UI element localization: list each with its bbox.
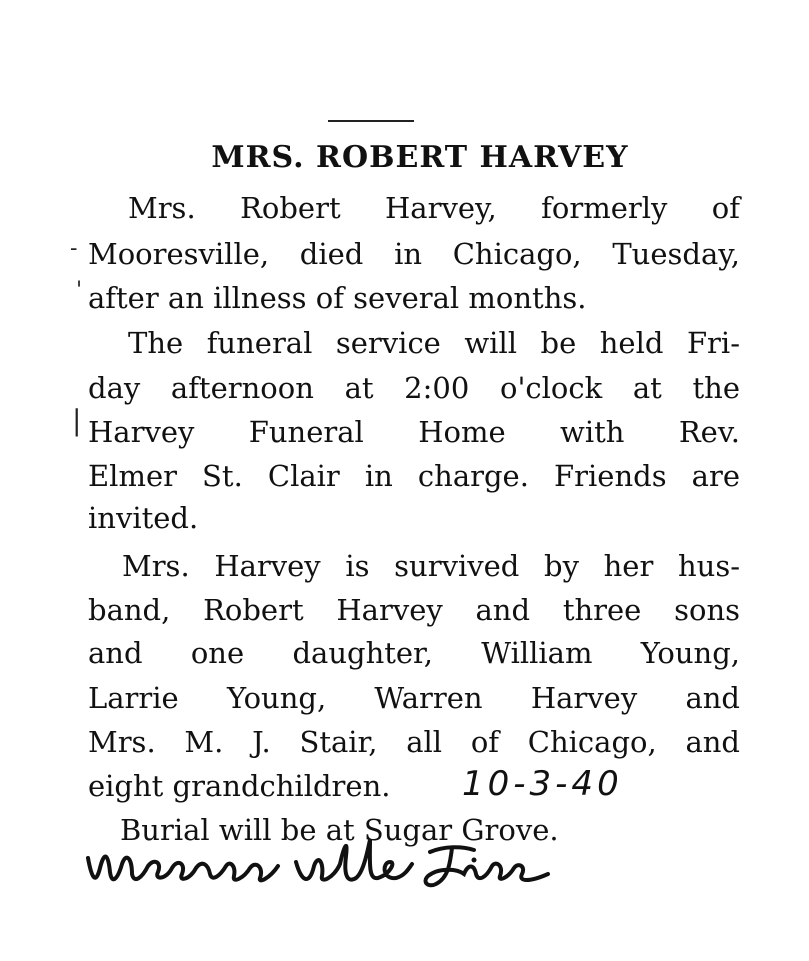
headline: MRS. ROBERT HARVEY [211,140,629,175]
top-rule [328,120,414,122]
text-line: and one daughter, William Young, [88,636,740,670]
text-line: Mrs. Harvey is survived by her hus- [122,549,740,583]
text-line: after an illness of several months. [88,281,587,315]
text-line: Harvey Funeral Home with Rev. [88,415,740,449]
margin-mark: - [70,236,78,261]
text-line: Burial will be at Sugar Grove. [120,813,559,847]
margin-mark: ' [76,278,83,303]
text-line: The funeral service will be held Fri- [128,326,740,360]
text-line: eight grandchildren. [88,769,391,803]
text-line: Larrie Young, Warren Harvey and [88,681,740,715]
text-line: Mooresville, died in Chicago, Tuesday, [88,237,740,271]
handwritten-date: 10-3-40 [462,764,623,804]
text-line: Elmer St. Clair in charge. Friends are [88,459,740,493]
text-line: invited. [88,501,199,535]
text-line: day afternoon at 2:00 o'clock at the [88,371,740,405]
text-line: Mrs. Robert Harvey, formerly of [128,191,740,225]
text-line: band, Robert Harvey and three sons [88,593,740,627]
margin-mark: | [72,404,82,437]
text-line: Mrs. M. J. Stair, all of Chicago, and [88,725,740,759]
handwritten-source-signature [78,828,558,898]
